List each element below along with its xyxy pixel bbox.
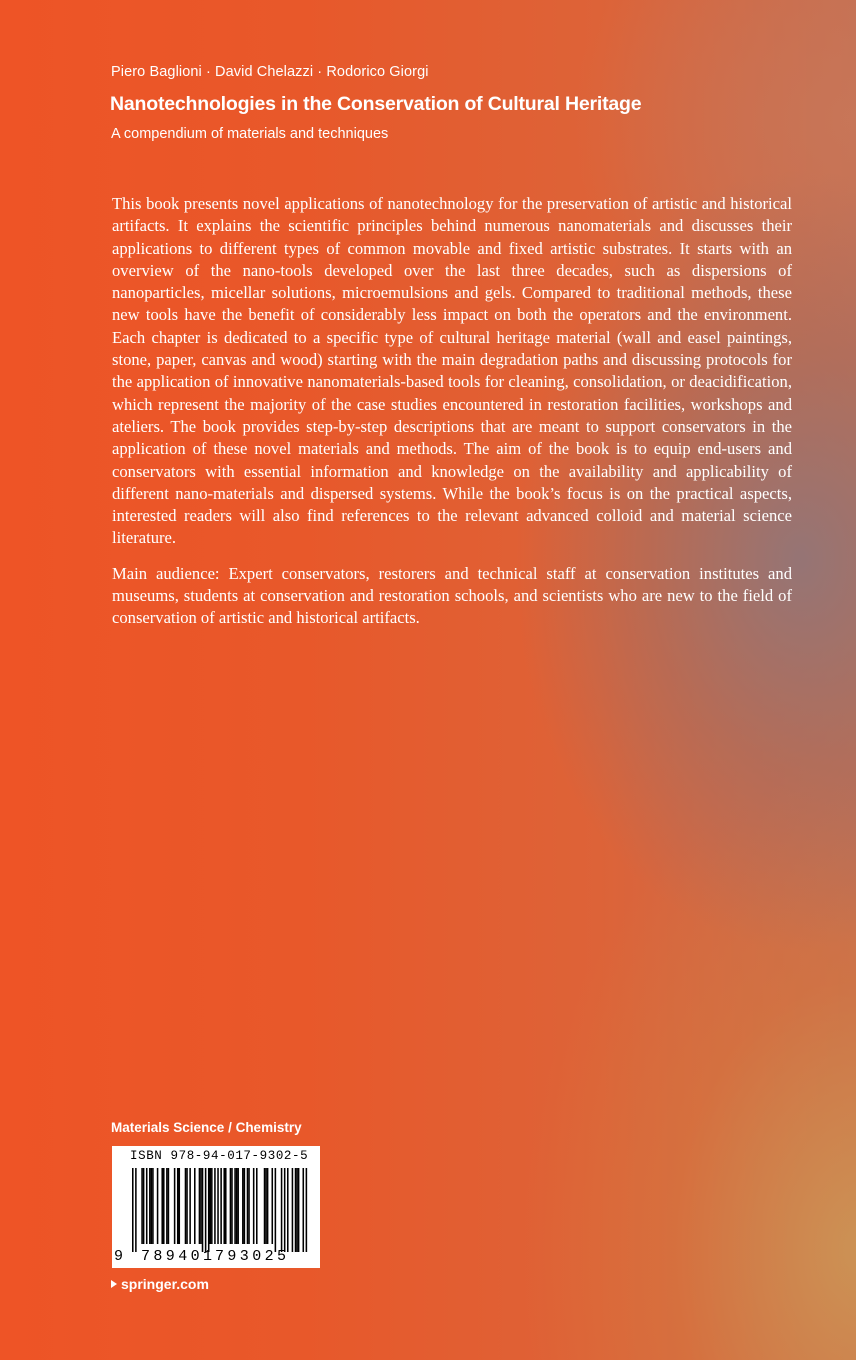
barcode-bar: [163, 1168, 165, 1244]
barcode-bar: [214, 1168, 216, 1244]
barcode-bar: [152, 1168, 154, 1244]
barcode-bar: [189, 1168, 191, 1244]
barcode-bar: [217, 1168, 219, 1244]
barcode-bar: [132, 1168, 134, 1252]
barcode-bar: [200, 1168, 202, 1244]
triangle-right-icon: [111, 1280, 117, 1288]
barcode-bar: [284, 1168, 286, 1252]
barcode-bar: [256, 1168, 258, 1244]
barcode-bar: [272, 1168, 274, 1244]
barcode-bar: [264, 1168, 266, 1244]
barcode-bar: [303, 1168, 305, 1252]
barcode-bar: [223, 1168, 225, 1244]
barcode-bar: [306, 1168, 308, 1252]
barcode-digit-first: 9: [114, 1248, 127, 1265]
barcode-bar: [236, 1168, 238, 1244]
barcode-bar: [265, 1168, 267, 1244]
book-description: [112, 193, 792, 643]
barcode-bar: [205, 1168, 207, 1252]
barcode-bar: [174, 1168, 176, 1244]
barcode-bar: [295, 1168, 297, 1252]
barcode-bar: [237, 1168, 239, 1244]
barcode-bar: [242, 1168, 244, 1244]
barcode-bar: [202, 1168, 204, 1252]
barcode-bar: [211, 1168, 213, 1244]
barcode-bar: [244, 1168, 246, 1244]
barcode-bar: [275, 1168, 277, 1252]
publisher-website-link[interactable]: [111, 1276, 209, 1292]
book-title: Nanotechnologies in the Conservation of Cultural Heritage: [110, 93, 642, 115]
website-label: springer.com: [121, 1276, 209, 1292]
isbn-barcode: [112, 1146, 320, 1268]
barcode-bar: [230, 1168, 232, 1244]
barcode-bar: [231, 1168, 233, 1244]
barcode-bar: [149, 1168, 151, 1244]
barcode-bar: [186, 1168, 188, 1244]
audience-paragraph: Main audience: Expert conservators, restorers and technical staff at conservation institutes and museums, students at conservation and restoration schools, and scientists who are new to the field of conservation of artistic and historical artifacts.: [112, 563, 792, 628]
subject-category: Materials Science / Chemistry: [111, 1120, 302, 1135]
barcode-bar: [267, 1168, 269, 1244]
barcode-bar: [225, 1168, 227, 1244]
barcode-bar: [143, 1168, 145, 1244]
barcode-bar: [157, 1168, 159, 1244]
description-paragraph: This book presents novel applications of nanotechnology for the preservation of artistic and historical artifacts. It explains the scientific principles behind numerous nanomaterials and discusses their applications to different types of common movable and fixed artistic substrates. It starts with an overview of the nano-tools developed over the last three decades, such as dispersions of nanoparticles, micellar solutions, microemulsions and gels. Compared to traditional methods, these new tools have the benefit of considerably less impact on both the operators and the environment. Each chapter is dedicated to a specific type of cultural heritage material (wall and easel paintings, stone, paper, canvas and wood) starting with the main degradation paths and discussing protocols for the application of innovative nanomaterials-based tools for cleaning, consolidation, or deacidification, which represent the majority of the case studies encountered in restoration facilities, workshops and ateliers. The book provides step-by-step descriptions that are meant to support conservators in the application of these novel materials and methods. The aim of the book is to equip end-users and conservators with essential information and knowledge on the availability and applicability of different nano-materials and dispersed systems. While the book’s focus is on the practical aspects, interested readers will also find references to the relevant advanced colloid and material science literature.: [112, 194, 792, 548]
barcode-bar: [161, 1168, 163, 1244]
barcode-digits-left: 789401: [141, 1248, 216, 1265]
barcode-bar: [247, 1168, 249, 1244]
barcode-digits-right: 793025: [215, 1248, 290, 1265]
book-authors: Piero Baglioni · David Chelazzi · Rodorico Giorgi: [111, 64, 429, 80]
book-subtitle: A compendium of materials and techniques: [111, 126, 389, 142]
barcode-bar: [220, 1168, 222, 1244]
barcode-bar: [146, 1168, 148, 1244]
barcode-bar: [281, 1168, 283, 1252]
barcode-bar: [151, 1168, 153, 1244]
barcode-bar: [253, 1168, 255, 1244]
barcode-bar: [194, 1168, 196, 1244]
barcode-bar: [234, 1168, 236, 1244]
barcode-bar: [287, 1168, 289, 1252]
barcode-bar: [166, 1168, 168, 1244]
barcode-bar: [248, 1168, 250, 1244]
barcode-bar: [298, 1168, 300, 1252]
barcode-bar: [135, 1168, 137, 1252]
barcode-bar: [185, 1168, 187, 1244]
barcode-bar: [210, 1168, 212, 1244]
barcode-bar: [199, 1168, 201, 1244]
barcode-bar: [177, 1168, 179, 1244]
isbn-label: ISBN 978-94-017-9302-5: [130, 1149, 309, 1163]
barcode-bar: [168, 1168, 170, 1244]
barcode-bar: [296, 1168, 298, 1252]
barcode-bar: [208, 1168, 210, 1252]
barcode-bar: [179, 1168, 181, 1244]
barcode-bar: [292, 1168, 294, 1252]
barcode-bar: [141, 1168, 143, 1244]
